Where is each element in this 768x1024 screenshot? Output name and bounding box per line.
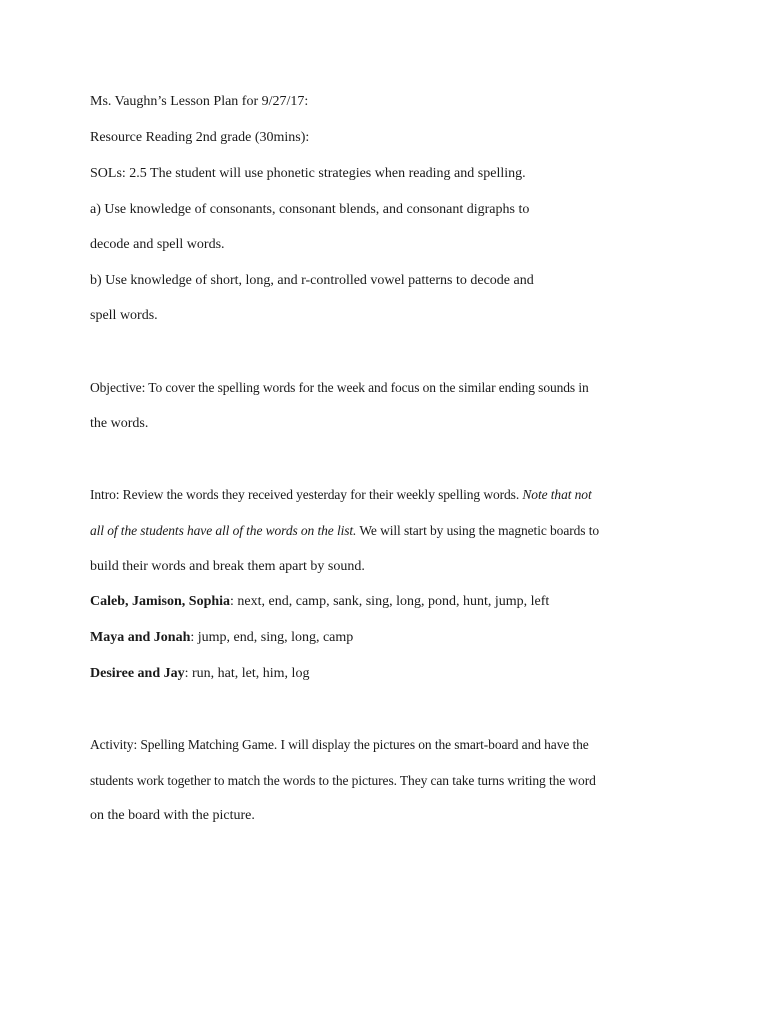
- group-words-1: : next, end, camp, sank, sing, long, pond, hunt, jump, left: [230, 594, 550, 609]
- objective-line-2: the words.: [90, 416, 149, 431]
- intro-line-1-text: Intro: Review the words they received yesterday for their weekly spelling words.: [90, 487, 523, 502]
- group-words-2: : jump, end, sing, long, camp: [190, 630, 354, 645]
- course-line: Resource Reading 2nd grade (30mins):: [90, 130, 310, 145]
- intro-line-3: build their words and break them apart by sound.: [90, 559, 365, 574]
- objective-line-1: Objective: To cover the spelling words for the week and focus on the similar ending sounds in: [90, 380, 589, 395]
- group-words-3: : run, hat, let, him, log: [184, 666, 310, 681]
- sol-b-line-1: b) Use knowledge of short, long, and r-controlled vowel patterns to decode and: [90, 273, 534, 288]
- intro-line-1: [90, 486, 592, 504]
- group-line-2: [90, 629, 353, 647]
- group-line-3: [90, 665, 309, 683]
- group-names-3: Desiree and Jay: [90, 666, 185, 681]
- sol-b-line-2: spell words.: [90, 308, 158, 323]
- intro-note-part-1: Note that not: [522, 487, 592, 502]
- lesson-plan-header: Ms. Vaughn’s Lesson Plan for 9/27/17:: [90, 94, 309, 109]
- intro-note-part-2: all of the students have all of the words on the list.: [90, 523, 357, 538]
- sols-line: SOLs: 2.5 The student will use phonetic strategies when reading and spelling.: [90, 166, 526, 181]
- group-line-1: [90, 593, 549, 611]
- sol-a-line-2: decode and spell words.: [90, 237, 225, 252]
- group-names-1: Caleb, Jamison, Sophia: [90, 594, 231, 609]
- activity-line-1: Activity: Spelling Matching Game. I will display the pictures on the smart-board and have the: [90, 737, 589, 752]
- sol-a-line-1: a) Use knowledge of consonants, consonant blends, and consonant digraphs to: [90, 202, 530, 217]
- group-names-2: Maya and Jonah: [90, 630, 191, 645]
- intro-line-2: [90, 522, 599, 540]
- intro-line-2-text: We will start by using the magnetic boards to: [356, 523, 599, 538]
- activity-line-2: students work together to match the words to the pictures. They can take turns writing the word: [90, 773, 596, 788]
- activity-line-3: on the board with the picture.: [90, 808, 255, 823]
